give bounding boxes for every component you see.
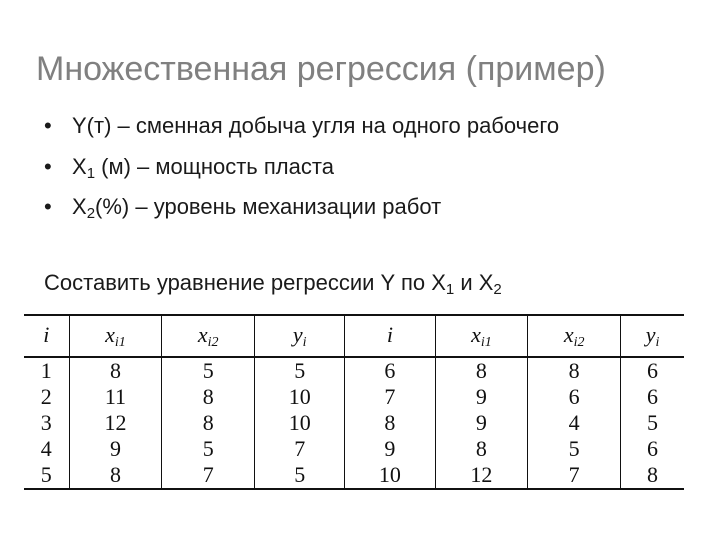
table-row bbox=[24, 384, 684, 410]
table-cell: 4 bbox=[528, 410, 621, 436]
table-cell: 8 bbox=[69, 462, 162, 489]
table-cell: 8 bbox=[435, 357, 528, 384]
bullet-item-x1 bbox=[44, 153, 704, 184]
slide-title: Множественная регрессия (пример) bbox=[36, 50, 606, 88]
table-cell: 6 bbox=[528, 384, 621, 410]
table-cell: 7 bbox=[345, 384, 435, 410]
bullet-text: $X_2(\%)$ – уровень механизации работ bbox=[72, 194, 442, 222]
table-cell: 5 bbox=[24, 462, 69, 489]
table-cell: 9 bbox=[69, 436, 162, 462]
table-cell: 9 bbox=[345, 436, 435, 462]
table-cell: 10 bbox=[255, 384, 345, 410]
bullet-item-y bbox=[44, 112, 704, 143]
column-header: $x_{i1}$ bbox=[69, 315, 162, 357]
table-cell: 8 bbox=[528, 357, 621, 384]
table-cell: 8 bbox=[621, 462, 684, 489]
table-cell: 8 bbox=[162, 384, 255, 410]
table-cell: 6 bbox=[647, 358, 659, 383]
table-row bbox=[24, 410, 684, 436]
table-cell: 6 bbox=[647, 436, 659, 461]
table-row bbox=[24, 357, 684, 384]
data-table bbox=[24, 314, 684, 490]
table-cell: 10 bbox=[345, 462, 435, 489]
column-header: $x_{i2}$ bbox=[162, 315, 255, 357]
table-cell: 7 bbox=[255, 436, 345, 462]
table-body bbox=[24, 357, 684, 489]
table-cell: 6 bbox=[345, 357, 435, 384]
bullet-marker: • bbox=[44, 194, 52, 219]
table-cell: 3 bbox=[24, 410, 69, 436]
table-cell: 5 bbox=[255, 462, 345, 489]
table-cell: 5 bbox=[255, 357, 345, 384]
table-cell: 1 bbox=[24, 357, 69, 384]
table-cell: 8 bbox=[435, 436, 528, 462]
table-cell: 12 bbox=[69, 410, 162, 436]
table-cell: 8 bbox=[345, 410, 435, 436]
table-cell: 7 bbox=[528, 462, 621, 489]
column-header: i bbox=[24, 315, 69, 357]
column-header: $x_{i2}$ bbox=[528, 315, 621, 357]
bullet-text: $X_1$ (м) – мощность пласта bbox=[72, 153, 334, 182]
bullet-marker: • bbox=[44, 113, 52, 138]
table-cell: 8 bbox=[162, 410, 255, 436]
table-header-row bbox=[24, 315, 684, 357]
column-header: $y_i$ bbox=[621, 315, 684, 357]
table-cell: 5 bbox=[162, 436, 255, 462]
table-row bbox=[24, 462, 684, 489]
table-cell: 5 bbox=[528, 436, 621, 462]
bullet-text: Y(т) – сменная добыча угля на одного рабочего bbox=[72, 113, 560, 138]
table-cell: 5 bbox=[162, 357, 255, 384]
table-cell: 4 bbox=[24, 436, 69, 462]
task-statement: Составить уравнение регрессии Y по $X_1$ и $X_2$ bbox=[44, 270, 502, 298]
table-cell: 6 bbox=[647, 384, 659, 409]
table-row bbox=[24, 436, 684, 462]
table-cell: 9 bbox=[435, 384, 528, 410]
table-cell: 12 bbox=[435, 462, 528, 489]
bullet-list bbox=[44, 112, 704, 234]
table-cell: 2 bbox=[24, 384, 69, 410]
column-header: $y_i$ bbox=[255, 315, 345, 357]
column-header: $x_{i1}$ bbox=[435, 315, 528, 357]
table-cell: 9 bbox=[435, 410, 528, 436]
column-header: i bbox=[345, 315, 435, 357]
data-table-container bbox=[24, 314, 684, 490]
bullet-item-x2 bbox=[44, 193, 704, 224]
bullet-marker: • bbox=[44, 153, 52, 179]
table-cell: 11 bbox=[69, 384, 162, 410]
table-cell: 8 bbox=[69, 357, 162, 384]
table-cell: 7 bbox=[162, 462, 255, 489]
table-cell: 5 bbox=[647, 410, 659, 435]
table-cell: 10 bbox=[255, 410, 345, 436]
